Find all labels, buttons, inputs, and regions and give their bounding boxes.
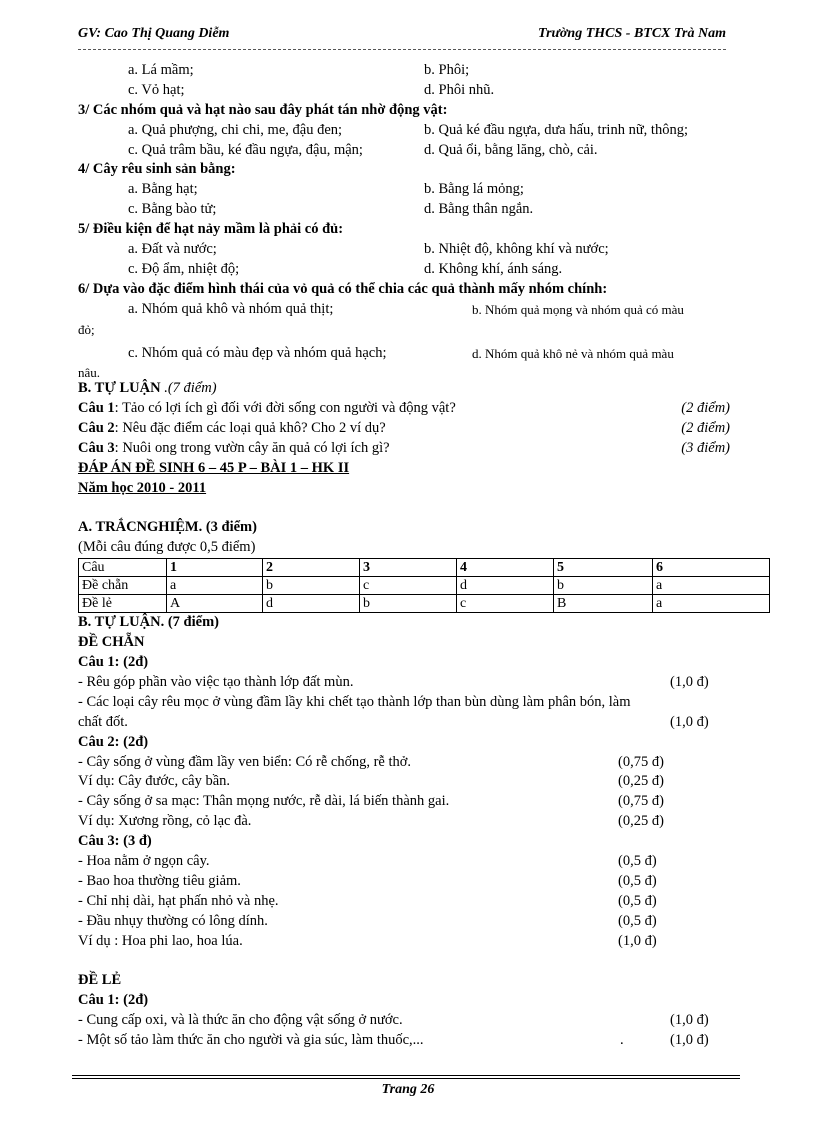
page-number: Trang 26	[381, 1082, 435, 1097]
essay-title: B. TỰ LUẬN	[78, 380, 161, 397]
table-row	[79, 577, 770, 595]
answer-points: (0,5 đ)	[618, 872, 657, 889]
answer-text: Ví dụ: Cây đước, cây bần.	[78, 773, 231, 790]
answer-text: - Đầu nhụy thường có lông dính.	[78, 912, 268, 929]
q4-options-row2	[78, 200, 758, 220]
option-c: c. Quả trâm bầu, ké đầu ngựa, đậu, mận;	[128, 141, 363, 158]
option-b: b. Nhóm quả mọng và nhóm quả có màu	[472, 301, 684, 317]
school-year: Năm học 2010 - 2011	[78, 479, 207, 496]
answer-points: (0,25 đ)	[618, 813, 664, 830]
answer-points: (1,0 đ)	[670, 673, 709, 690]
answer-key-title: ĐÁP ÁN ĐỀ SINH 6 – 45 P – BÀI 1 – HK II	[78, 459, 350, 476]
question-text: : Nuôi ong trong vườn cây ăn quả có lợi ích gì?	[114, 439, 390, 456]
option-c: c. Độ ẩm, nhiệt độ;	[128, 260, 240, 277]
even-c2-title: Câu 2: (2đ)	[78, 733, 149, 750]
table-cell: b	[554, 577, 653, 595]
q5-options-row2	[78, 260, 758, 280]
spacer	[78, 499, 758, 519]
answer-line	[78, 892, 758, 912]
question-label: Câu 2	[78, 420, 115, 437]
answer-text: Ví dụ : Hoa phi lao, hoa lúa.	[78, 932, 243, 949]
option-a: a. Quả phượng, chi chi, me, đậu đen;	[128, 121, 343, 138]
question-text: : Tảo có lợi ích gì đối với đời sống con người và động vật?	[114, 400, 456, 417]
answer-points: (0,5 đ)	[618, 892, 657, 909]
even-c1-title: Câu 1: (2đ)	[78, 654, 149, 671]
option-c: c. Nhóm quả có màu đẹp và nhóm quả hạch;	[128, 345, 387, 362]
answer-text: Ví dụ: Xương rồng, cỏ lạc đà.	[78, 813, 252, 830]
option-d-continuation: nâu.	[78, 365, 101, 381]
teacher-name: GV: Cao Thị Quang Diễm	[78, 26, 230, 41]
answer-line: - Các loại cây rêu mọc ở vùng đầm lầy khi chết tạo thành lớp than bùn dùng làm phân bón, làm	[78, 693, 631, 710]
question-label: Câu 1	[78, 400, 115, 417]
table-cell: c	[457, 595, 554, 613]
table-cell: 4	[457, 559, 554, 577]
answer-points: (0,5 đ)	[618, 912, 657, 929]
option-b: b. Bằng lá mỏng;	[424, 181, 524, 198]
even-set-title: ĐỀ CHẴN	[78, 634, 145, 651]
header-divider	[78, 49, 726, 50]
option-a: a. Lá mầm;	[128, 62, 194, 78]
table-cell: b	[263, 577, 360, 595]
table-cell: a	[167, 577, 263, 595]
q4-title: 4/ Cây rêu sinh sản bằng:	[78, 161, 236, 178]
answer-points: (1,0 đ)	[618, 932, 657, 949]
footer-divider	[72, 1075, 740, 1076]
section-a-heading	[78, 518, 758, 538]
table-cell: a	[653, 577, 770, 595]
answer-points: (0,5 đ)	[618, 852, 657, 869]
option-d: d. Phôi nhũ.	[424, 81, 495, 98]
answer-line	[78, 852, 758, 872]
q3-title: 3/ Các nhóm quả và hạt nào sau đây phát tán nhờ động vật:	[78, 101, 448, 118]
option-d: d. Không khí, ánh sáng.	[424, 260, 563, 277]
section-b-title: B. TỰ LUẬN.	[78, 614, 165, 631]
answer-text: - Rêu góp phần vào việc tạo thành lớp đất mùn.	[78, 673, 354, 690]
answer-line	[78, 932, 758, 952]
q6-option-b-cont	[78, 320, 758, 340]
table-header-row	[79, 559, 770, 577]
answer-points: (1,0 đ)	[670, 713, 709, 730]
document-body	[78, 61, 758, 1051]
answer-text: - Chỉ nhị dài, hạt phấn nhỏ và nhẹ.	[78, 892, 279, 909]
answer-points: (1,0 đ)	[670, 1012, 709, 1029]
q4-options-row1	[78, 180, 758, 200]
table-cell: Câu	[79, 559, 167, 577]
table-cell: Đề chẵn	[79, 577, 167, 595]
question-label: Câu 3	[78, 439, 115, 456]
q2-options-row1	[78, 61, 758, 81]
footer-divider	[72, 1078, 740, 1079]
school-name: Trường THCS - BTCX Trà Nam	[538, 26, 726, 41]
odd-c1-title: Câu 1: (2đ)	[78, 992, 149, 1009]
answer-points: (0,25 đ)	[618, 773, 664, 790]
table-cell: 6	[653, 559, 770, 577]
page-header	[78, 26, 726, 44]
answer-points: (1,0 đ)	[670, 1031, 709, 1048]
option-a: a. Đất và nước;	[128, 241, 217, 258]
table-cell: A	[167, 595, 263, 613]
answer-line	[78, 713, 758, 733]
q3-options-row2	[78, 141, 758, 161]
question-points: (2 điểm)	[681, 420, 730, 437]
table-cell: d	[457, 577, 554, 595]
answer-line	[78, 772, 758, 792]
option-c: c. Bằng bào tử;	[128, 201, 217, 218]
answer-points: (0,75 đ)	[618, 753, 664, 770]
question-text: : Nêu đặc điểm các loại quả khô? Cho 2 ví dụ?	[114, 420, 386, 437]
answer-text: - Bao hoa thường tiêu giảm.	[78, 872, 241, 889]
answer-line	[78, 792, 758, 812]
table-cell: B	[554, 595, 653, 613]
option-d: d. Bằng thân ngắn.	[424, 201, 534, 218]
q6-title: 6/ Dựa vào đặc điểm hình thái của vỏ quả có thể chia các quả thành mấy nhóm chính:	[78, 280, 608, 297]
table-cell: b	[360, 595, 457, 613]
table-cell: Đề lẻ	[79, 595, 167, 613]
answer-text: - Cây sống ở vùng đầm lầy ven biển: Có rễ chống, rễ thở.	[78, 753, 412, 770]
q6-options-row1	[78, 300, 758, 320]
table-cell: a	[653, 595, 770, 613]
odd-set-title: ĐỀ LẺ	[78, 972, 122, 989]
section-a-points: (3 điểm)	[205, 519, 257, 536]
option-b: b. Quả ké đầu ngựa, dưa hấu, trinh nữ, thông;	[424, 121, 688, 138]
even-c3-title: Câu 3: (3 đ)	[78, 833, 152, 850]
option-d: d. Nhóm quả khô nẻ và nhóm quả màu	[472, 346, 674, 362]
table-cell: d	[263, 595, 360, 613]
leader-dot: .	[620, 1031, 624, 1048]
answer-line	[78, 912, 758, 932]
spacer	[78, 951, 758, 971]
answer-text: - Hoa nằm ở ngọn cây.	[78, 852, 210, 869]
table-cell: 2	[263, 559, 360, 577]
essay-q1	[78, 399, 758, 419]
essay-points: .(7 điểm)	[164, 380, 217, 397]
table-cell: 3	[360, 559, 457, 577]
answer-text: - Một số tảo làm thức ăn cho người và gia súc, làm thuốc,...	[78, 1031, 424, 1048]
answer-text: chất đốt.	[78, 713, 128, 730]
option-c: c. Vỏ hạt;	[128, 81, 185, 98]
option-b: b. Phôi;	[424, 62, 470, 78]
option-b-continuation: đỏ;	[78, 321, 95, 337]
q3-options-row1	[78, 121, 758, 141]
answer-line	[78, 1031, 758, 1051]
option-a: a. Bằng hạt;	[128, 181, 198, 198]
section-a-note: (Mỗi câu đúng được 0,5 điểm)	[78, 539, 256, 556]
table-cell: 5	[554, 559, 653, 577]
essay-q3	[78, 439, 758, 459]
answer-line	[78, 1011, 758, 1031]
q6-options-row2	[78, 344, 758, 364]
answer-line	[78, 753, 758, 773]
question-points: (2 điểm)	[681, 400, 730, 417]
table-cell: c	[360, 577, 457, 595]
answer-points: (0,75 đ)	[618, 793, 664, 810]
question-points: (3 điểm)	[681, 439, 730, 456]
essay-q2	[78, 419, 758, 439]
answer-line	[78, 812, 758, 832]
q2-options-row2	[78, 81, 758, 101]
option-b: b. Nhiệt độ, không khí và nước;	[424, 241, 609, 258]
table-cell: 1	[167, 559, 263, 577]
answer-table	[78, 558, 770, 613]
option-d: d. Quả ổi, bằng lăng, chò, cải.	[424, 141, 598, 158]
table-row	[79, 595, 770, 613]
option-a: a. Nhóm quả khô và nhóm quả thịt;	[128, 300, 334, 317]
q5-title: 5/ Điều kiện để hạt nảy mầm là phải có đủ:	[78, 221, 344, 238]
answer-text: - Cây sống ở sa mạc: Thân mọng nước, rễ dài, lá biến thành gai.	[78, 793, 450, 810]
section-b-heading	[78, 613, 758, 633]
answer-line	[78, 872, 758, 892]
section-a-title: A. TRẮCNGHIỆM.	[78, 519, 203, 536]
answer-line	[78, 673, 758, 693]
q5-options-row1	[78, 240, 758, 260]
answer-text: - Cung cấp oxi, và là thức ăn cho động vật sống ở nước.	[78, 1012, 403, 1029]
section-b-points: (7 điểm)	[167, 614, 219, 631]
essay-heading	[78, 379, 758, 399]
